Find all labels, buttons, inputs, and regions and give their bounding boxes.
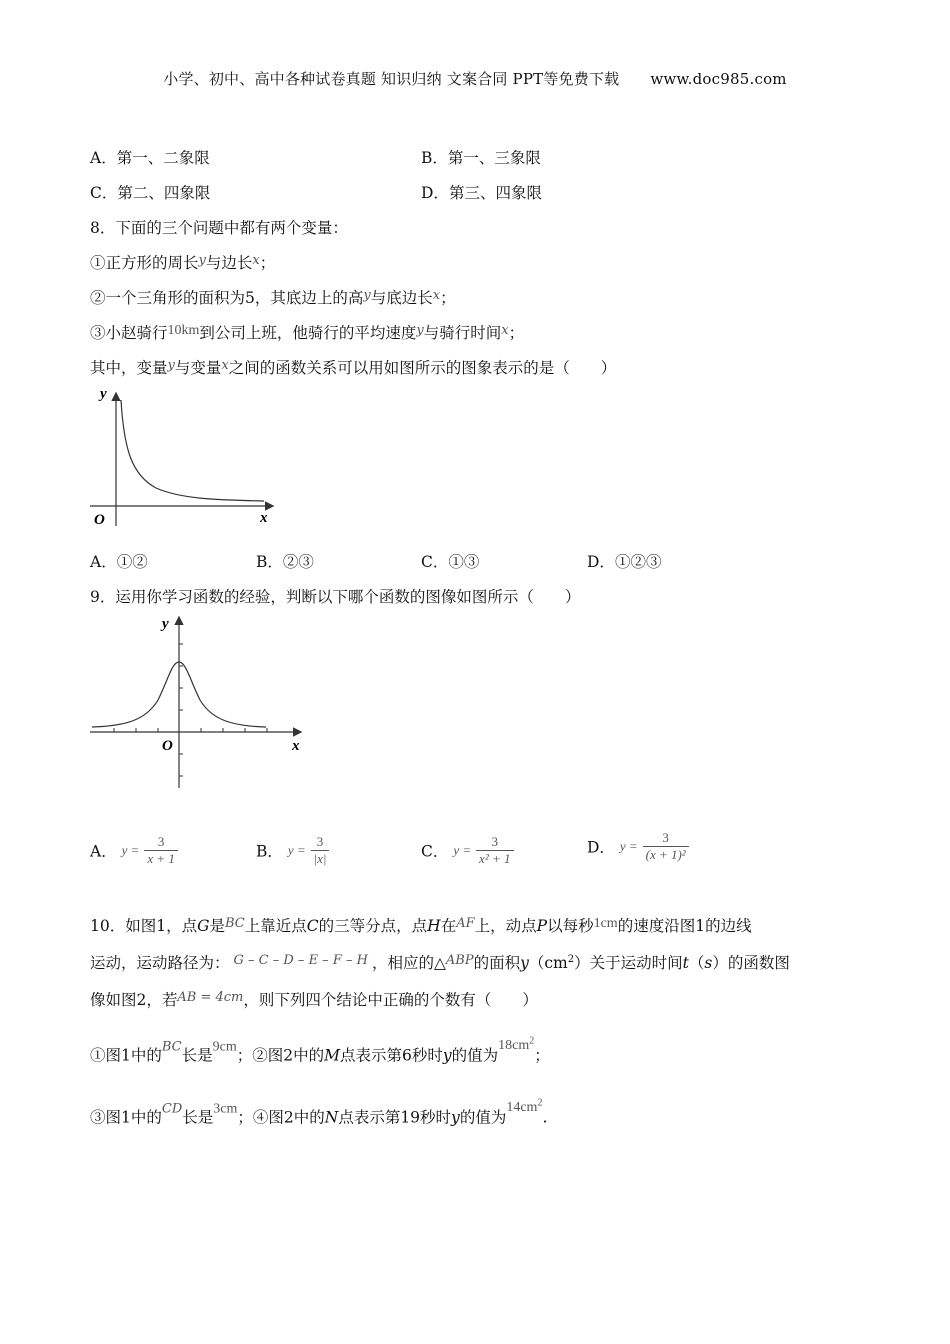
q8-question: 其中，变量$^y$与变量$^x$之间的函数关系可以用如图所示的图象表示的是（ ） (90, 358, 617, 377)
q8-item-3: ③小赵骑行10km到公司上班，他骑行的平均速度$^y$与骑行时间$^x$； (90, 323, 525, 342)
q8-stem: 8．下面的三个问题中都有两个变量： (90, 219, 348, 237)
header-site[interactable]: www.doc985.com (650, 70, 787, 88)
q8-option-d: D．①②③ (587, 553, 662, 571)
graph-origin-label: O (94, 512, 105, 528)
q10-line-3: 像如图2，若$^{AB = 4cm}$，则下列四个结论中正确的个数有（ ） (90, 990, 538, 1009)
q8-item-1: ①正方形的周长$^y$与边长$^x$； (90, 253, 276, 272)
q8-option-b: B．②③ (256, 553, 314, 571)
q10-line-2: 运动，运动路径为： $^{G - C - D - E - F - H}$ ，相应的△$^{ABP}$的面积$y(cm^2)$关于运动时间t（s）的函数图 (90, 953, 790, 972)
q10-line-1: 10．如图1，点G是$^{BC}$上靠近点C的三等分点，点H在$^{AF}$上，动点P以每秒1cm的速度沿图1的边线 (90, 916, 752, 935)
q7-option-a: A．第一、二象限 (90, 149, 210, 167)
q9-option-d: D． y = $\frac{3}{\text{(x + 1)²}}$ (587, 830, 689, 863)
q10-line-4: ①图1中的$^{BC}$长是9cm；②图2中的M点表示第6秒时y的值为$18cm^2$； (90, 1035, 550, 1065)
graph-x-label: x (292, 738, 300, 754)
header-text: 小学、初中、高中各种试卷真题 知识归纳 文案合同 PPT等免费下载 (163, 70, 620, 88)
graph-origin-label: O (162, 738, 173, 754)
q9-option-a: A． y = $\frac{3}{x + 1}$ (90, 834, 178, 867)
q9-graph (86, 610, 316, 795)
q7-option-b: B．第一、三象限 (421, 149, 541, 167)
q10-line-5: ③图1中的$^{CD}$长是3cm；④图2中的N点表示第19秒时y的值为$14cm^2$. (90, 1097, 548, 1127)
q9-option-c: C． y = $\frac{3}{\text{x² + 1}}$ (421, 834, 514, 867)
q9-stem: 9．运用你学习函数的经验，判断以下哪个函数的图像如图所示（ ） (90, 588, 581, 606)
q8-option-c: C．①③ (421, 553, 480, 571)
q7-option-d: D．第三、四象限 (421, 184, 542, 202)
q9-option-b: B． y = $\frac{3}{|x|}$ (256, 834, 329, 867)
q8-item-2: ②一个三角形的面积为5，其底边上的高$^y$与底边长$^x$； (90, 288, 456, 307)
q8-option-a: A．①② (90, 553, 148, 571)
q7-option-c: C．第二、四象限 (90, 184, 211, 202)
graph-y-label: y (100, 386, 107, 402)
graph-x-label: x (260, 510, 268, 526)
page-header (0, 68, 950, 89)
q8-graph (86, 380, 286, 530)
graph-y-label: y (162, 616, 169, 632)
hyperbola-curve (121, 400, 264, 501)
